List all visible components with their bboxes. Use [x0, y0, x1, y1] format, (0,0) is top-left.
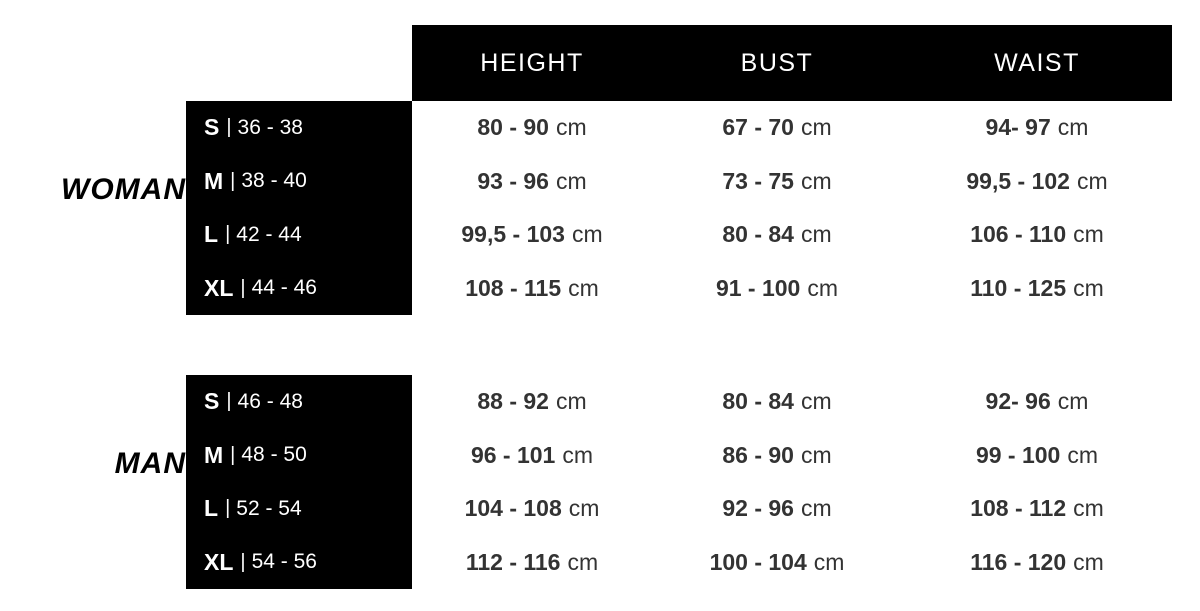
height-cell — [412, 482, 652, 536]
size-range: 54 - 56 — [251, 550, 317, 574]
size-cell — [186, 262, 412, 316]
size-cell — [186, 536, 412, 590]
waist-cell — [902, 262, 1172, 316]
size-letter: S — [204, 388, 220, 415]
size-separator: | — [240, 276, 246, 299]
size-separator: | — [240, 550, 246, 573]
waist-cell — [902, 536, 1172, 590]
size-separator: | — [230, 443, 236, 466]
column-header-height: HEIGHT — [480, 48, 584, 77]
table-row — [0, 101, 1200, 155]
bust-value: 67 - 70 — [722, 114, 794, 141]
waist-cell — [902, 375, 1172, 429]
unit-label: cm — [800, 388, 832, 415]
waist-value: 99 - 100 — [975, 441, 1061, 468]
size-letter: M — [204, 441, 224, 468]
section-label-man: MAN — [114, 447, 186, 480]
column-header-waist: WAIST — [994, 48, 1080, 77]
unit-label: cm — [555, 388, 587, 415]
size-range: 44 - 46 — [251, 276, 317, 300]
table-row — [0, 482, 1200, 536]
unit-label: cm — [1076, 167, 1108, 194]
height-cell — [412, 375, 652, 429]
height-value: 112 - 116 — [465, 548, 561, 575]
column-header-bust: BUST — [740, 48, 814, 77]
unit-label: cm — [568, 274, 599, 301]
unit-label: cm — [1057, 388, 1089, 415]
height-cell — [412, 208, 652, 262]
unit-label: cm — [1073, 221, 1104, 248]
bust-cell — [652, 101, 902, 155]
size-cell — [186, 155, 412, 209]
height-cell — [412, 262, 652, 316]
unit-label: cm — [800, 167, 832, 194]
waist-cell — [902, 101, 1172, 155]
table-row — [0, 262, 1200, 316]
size-cell — [186, 101, 412, 155]
table-row — [0, 429, 1200, 483]
unit-label: cm — [555, 114, 587, 141]
bust-value: 73 - 75 — [722, 167, 794, 194]
waist-value: 92- 96 — [985, 388, 1051, 415]
waist-value: 106 - 110 — [970, 221, 1067, 248]
bust-cell — [652, 429, 902, 483]
unit-label: cm — [1073, 274, 1104, 301]
unit-label: cm — [800, 495, 832, 522]
bust-cell — [652, 155, 902, 209]
size-letter: M — [204, 167, 224, 194]
size-cell — [186, 208, 412, 262]
size-chart-header — [412, 25, 1172, 101]
size-separator: | — [225, 497, 231, 520]
unit-label: cm — [1073, 548, 1104, 575]
size-separator: | — [226, 390, 232, 413]
bust-value: 100 - 104 — [709, 548, 807, 575]
unit-label: cm — [568, 495, 600, 522]
size-range: 36 - 38 — [237, 115, 303, 139]
height-value: 93 - 96 — [477, 167, 549, 194]
size-letter: L — [204, 495, 219, 522]
height-cell — [412, 101, 652, 155]
height-cell — [412, 429, 652, 483]
size-cell — [186, 482, 412, 536]
size-letter: XL — [204, 274, 234, 301]
height-value: 108 - 115 — [465, 274, 562, 301]
table-row — [0, 208, 1200, 262]
size-letter: L — [204, 221, 219, 248]
unit-label: cm — [562, 441, 594, 468]
waist-value: 99,5 - 102 — [966, 167, 1070, 194]
size-separator: | — [230, 169, 236, 192]
size-cell — [186, 429, 412, 483]
table-row — [0, 536, 1200, 590]
waist-value: 116 - 120 — [970, 548, 1067, 575]
size-separator: | — [226, 116, 232, 139]
unit-label: cm — [1057, 114, 1089, 141]
unit-label: cm — [807, 274, 839, 301]
unit-label: cm — [555, 167, 587, 194]
height-value: 99,5 - 103 — [461, 221, 565, 248]
waist-value: 108 - 112 — [970, 495, 1067, 522]
bust-value: 86 - 90 — [722, 441, 794, 468]
size-separator: | — [225, 223, 231, 246]
height-cell — [412, 536, 652, 590]
size-range: 38 - 40 — [241, 169, 307, 193]
unit-label: cm — [800, 114, 832, 141]
bust-cell — [652, 262, 902, 316]
height-value: 104 - 108 — [464, 495, 562, 522]
unit-label: cm — [813, 548, 845, 575]
bust-cell — [652, 208, 902, 262]
waist-cell — [902, 155, 1172, 209]
size-range: 42 - 44 — [236, 222, 302, 246]
waist-cell — [902, 482, 1172, 536]
bust-value: 80 - 84 — [722, 221, 794, 248]
bust-cell — [652, 375, 902, 429]
bust-cell — [652, 482, 902, 536]
size-range: 48 - 50 — [241, 443, 307, 467]
unit-label: cm — [571, 221, 603, 248]
size-letter: XL — [204, 548, 234, 575]
waist-cell — [902, 208, 1172, 262]
waist-value: 94- 97 — [985, 114, 1051, 141]
height-cell — [412, 155, 652, 209]
height-value: 80 - 90 — [477, 114, 549, 141]
unit-label: cm — [800, 221, 832, 248]
section-label-woman: WOMAN — [61, 173, 186, 206]
table-row — [0, 155, 1200, 209]
size-range: 52 - 54 — [236, 496, 302, 520]
waist-cell — [902, 429, 1172, 483]
size-range: 46 - 48 — [237, 389, 303, 413]
height-value: 96 - 101 — [470, 441, 556, 468]
bust-value: 91 - 100 — [715, 274, 801, 301]
bust-value: 92 - 96 — [722, 495, 794, 522]
unit-label: cm — [1067, 441, 1099, 468]
unit-label: cm — [567, 548, 599, 575]
waist-value: 110 - 125 — [970, 274, 1067, 301]
height-value: 88 - 92 — [477, 388, 549, 415]
bust-value: 80 - 84 — [722, 388, 794, 415]
unit-label: cm — [800, 441, 832, 468]
unit-label: cm — [1073, 495, 1104, 522]
size-letter: S — [204, 114, 220, 141]
table-row — [0, 375, 1200, 429]
bust-cell — [652, 536, 902, 590]
size-cell — [186, 375, 412, 429]
